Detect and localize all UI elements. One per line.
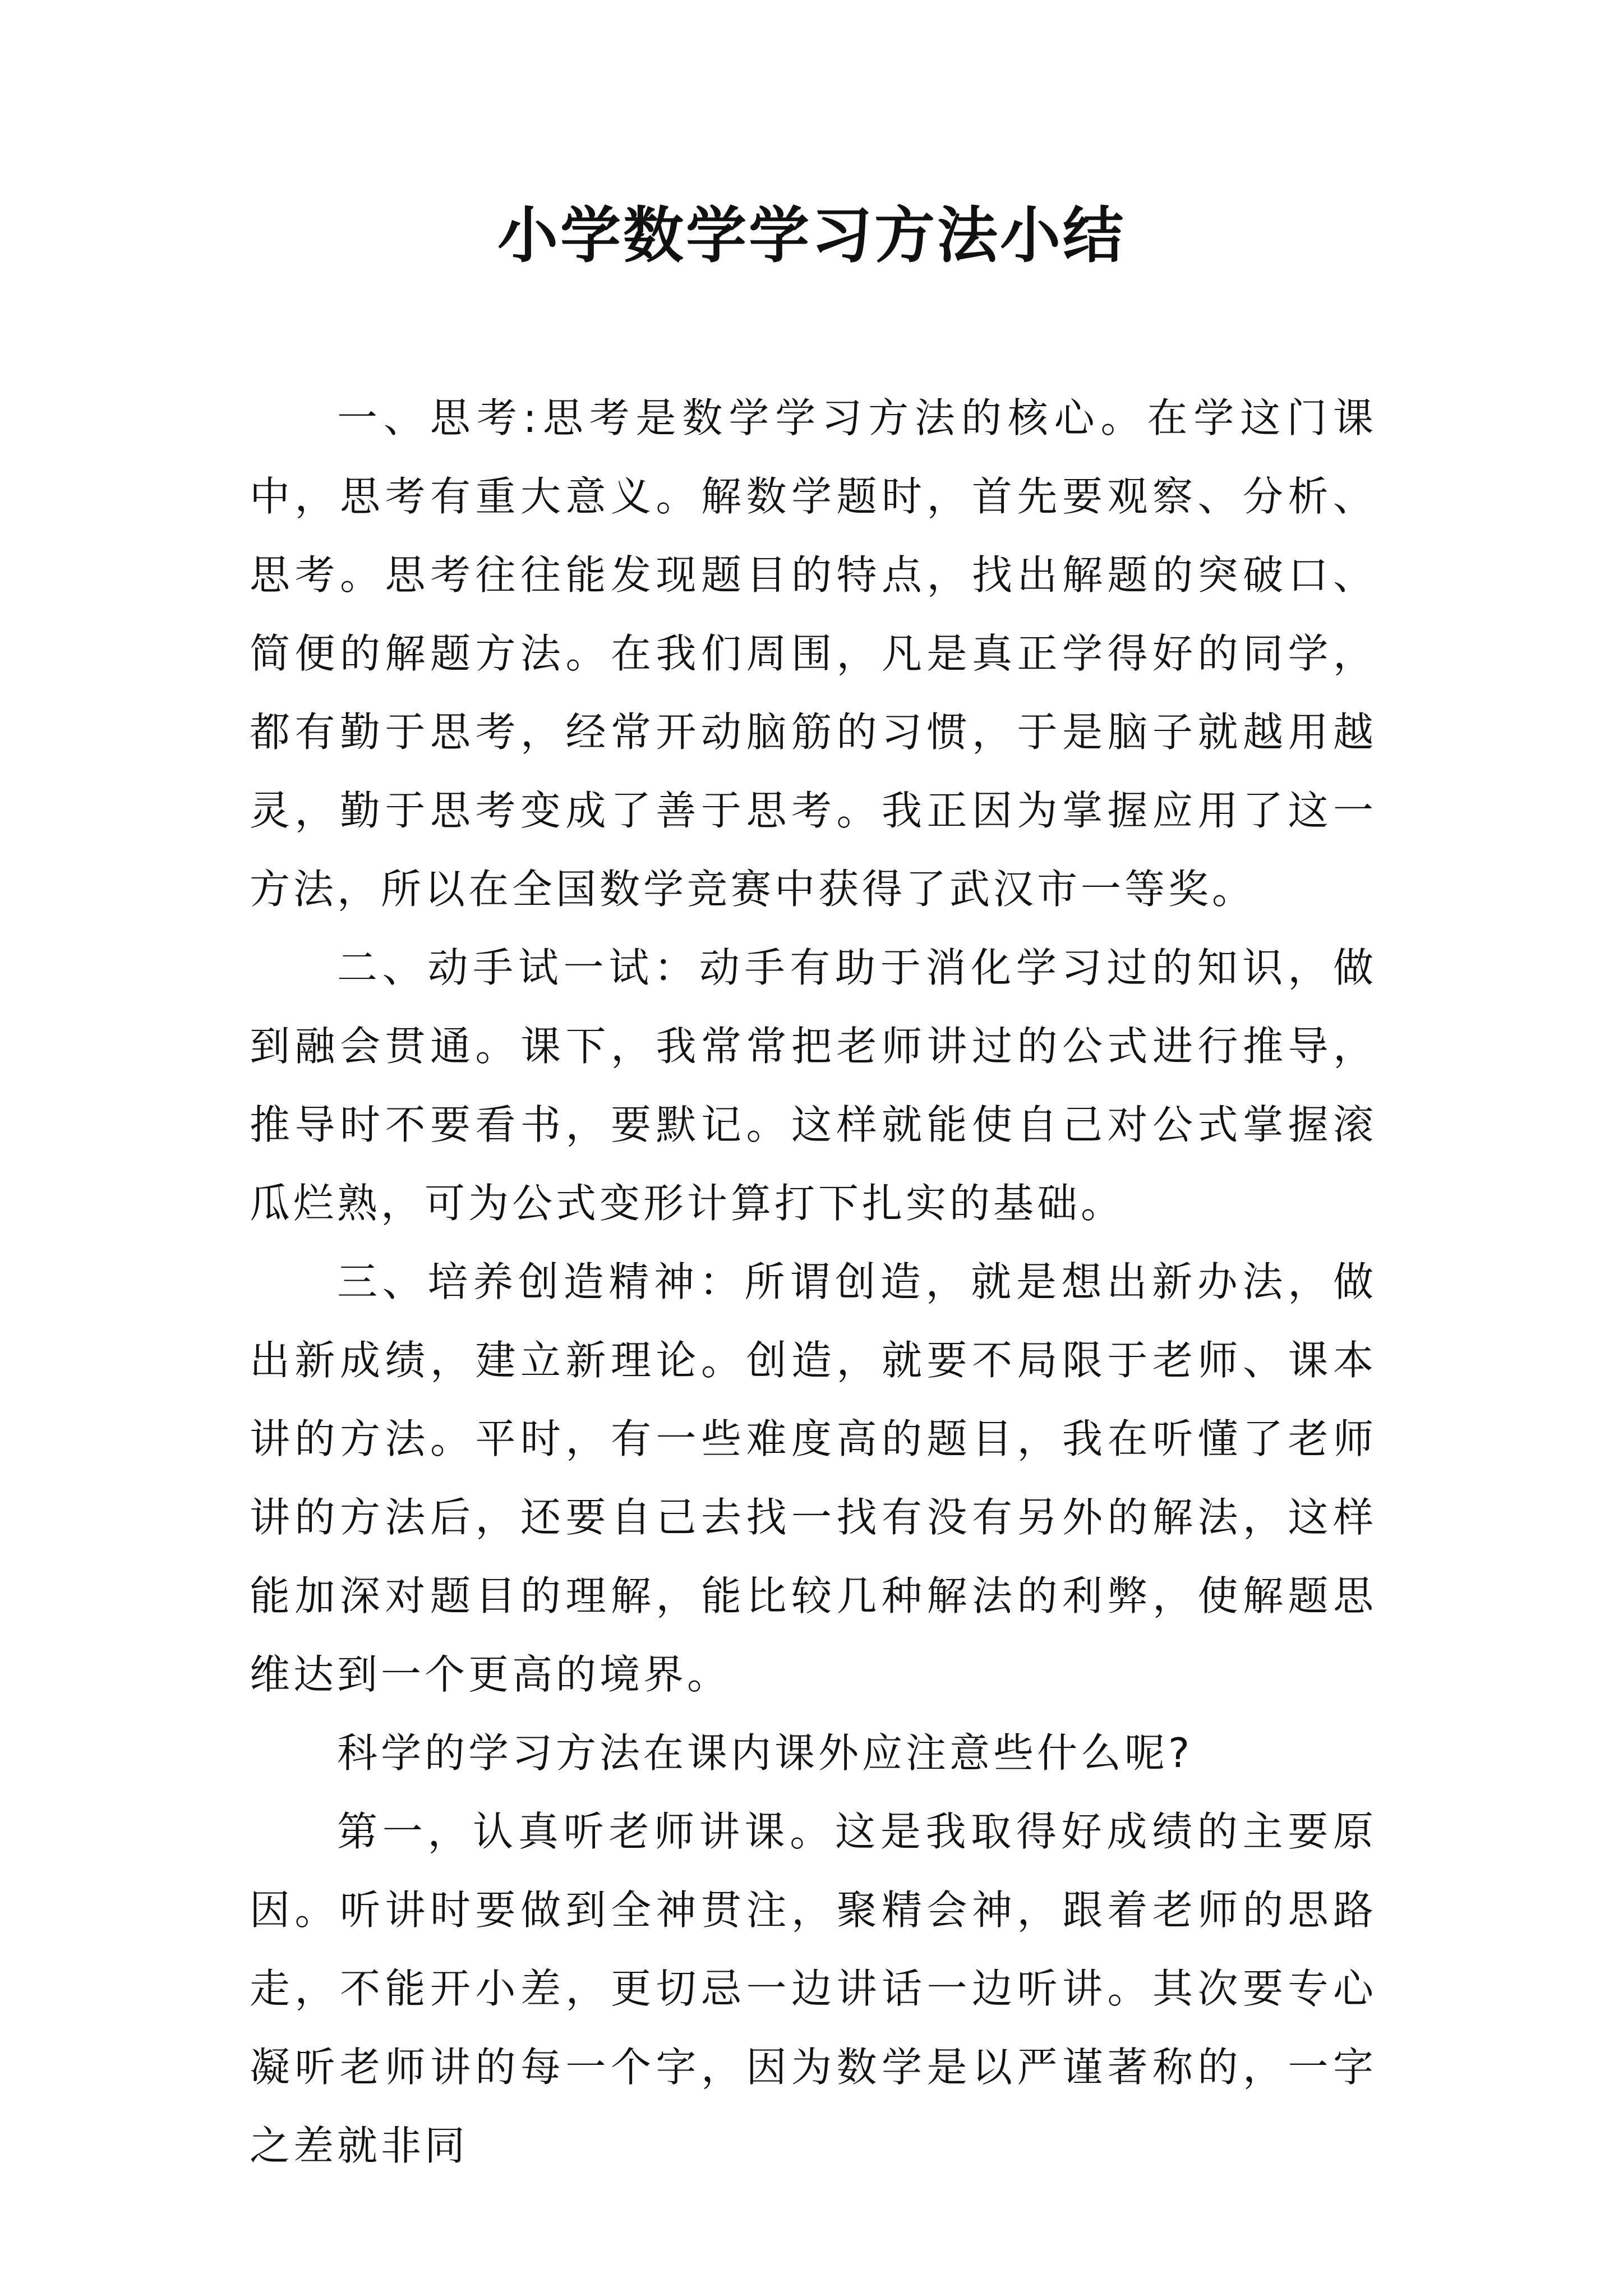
paragraph-question: 科学的学习方法在课内课外应注意些什么呢?: [337, 1729, 1193, 1777]
paragraph-creativity: 三、培养创造精神：所谓创造，就是想出新办法，做出新成绩，建立新理论。创造，就要不局限于老师、课本讲的方法。平时，有一些难度高的题目，我在听懂了老师讲的方法后，还要自己去找一找有没有另外的解法，这样能加深对题目的理解，能比较几种解法的利弊，使解题思维达到一个更高的境界。: [250, 1258, 1377, 1698]
paragraph-listening: 第一，认真听老师讲课。这是我取得好成绩的主要原因。听讲时要做到全神贯注，聚精会神，跟着老师的思路走，不能开小差，更切忌一边讲话一边听讲。其次要专心凝听老师讲的每一个字，因为数学是以严谨著称的，一字之差就非同: [250, 1808, 1377, 2169]
paragraph-thinking: 一、思考:思考是数学学习方法的核心。在学这门课中，思考有重大意义。解数学题时，首先要观察、分析、思考。思考往往能发现题目的特点，找出解题的突破口、简便的解题方法。在我们周围，凡是真正学得好的同学，都有勤于思考，经常开动脑筋的习惯，于是脑子就越用越灵，勤于思考变成了善于思考。我正因为掌握应用了这一方法，所以在全国数学竞赛中获得了武汉市一等奖。: [250, 394, 1377, 913]
document-title: 小学数学学习方法小结: [497, 200, 1126, 271]
document-body: [250, 379, 1377, 2185]
paragraph-hands-on: 二、动手试一试：动手有助于消化学习过的知识，做到融会贯通。课下，我常常把老师讲过的公式进行推导，推导时不要看书，要默记。这样就能使自己对公式掌握滚瓜烂熟，可为公式变形计算打下扎实的基础。: [250, 944, 1377, 1227]
